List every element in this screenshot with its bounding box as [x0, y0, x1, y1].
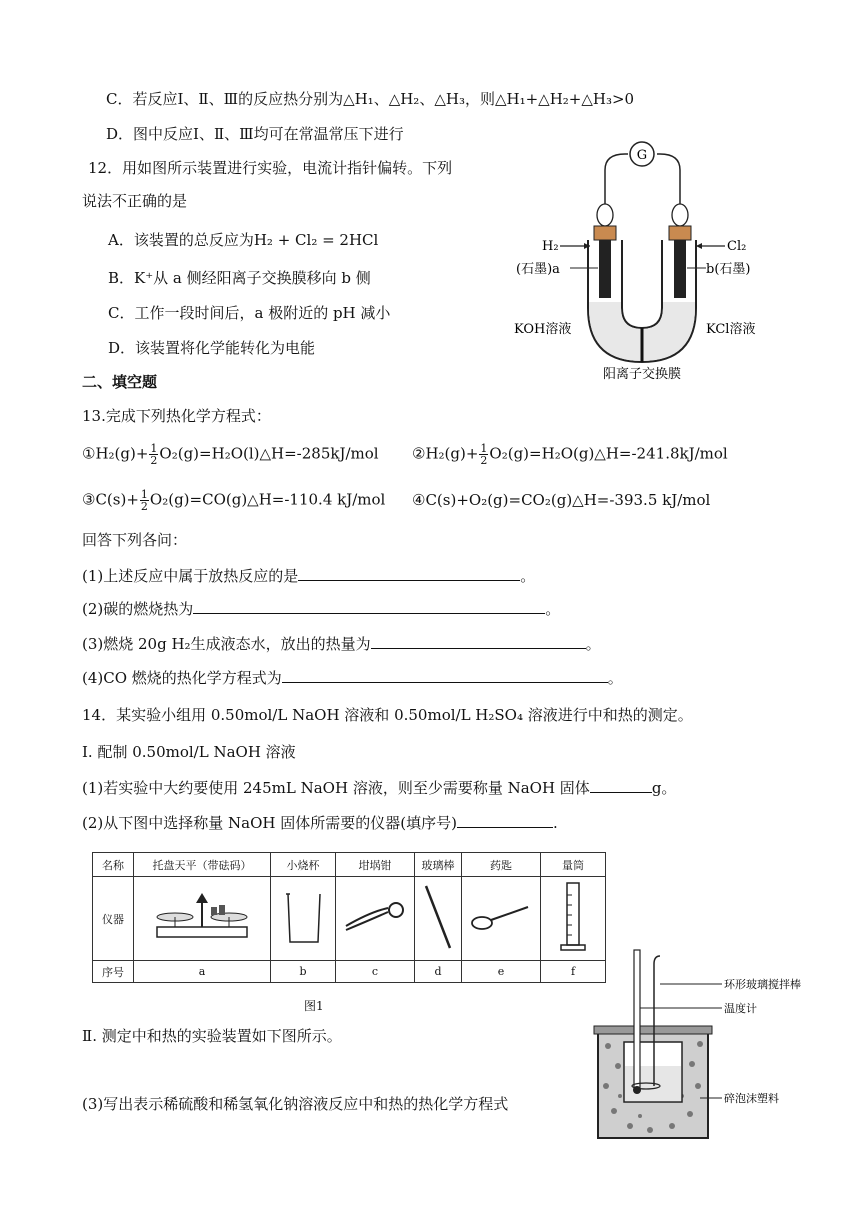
q13-part-1-text: (1)上述反应中属于放热反应的是: [82, 567, 299, 585]
eq2-part-b: O₂(g)=H₂O(g)△H=-241.8kJ/mol: [489, 444, 728, 463]
q14-part-1: [82, 776, 676, 798]
q13-equation-2: [412, 443, 728, 466]
instrument-table: [92, 852, 606, 983]
answer-blank[interactable]: [371, 632, 586, 649]
cl2-inlet-label: Cl₂: [727, 239, 747, 254]
q12-option-c: C．工作一段时间后，a 极附近的 pH 减小: [108, 304, 391, 322]
glass-rod-icon: [415, 877, 462, 961]
crucible-tongs-icon: [336, 877, 415, 961]
q11-option-c: C．若反应Ⅰ、Ⅱ、Ⅲ的反应热分别为△H₁、△H₂、△H₃，则△H₁+△H₂+△H₃>0: [106, 90, 635, 108]
stirrer-label: 环形玻璃搅拌棒: [724, 978, 801, 991]
period: 。: [520, 567, 536, 585]
fraction-one-half: $\frac{1}{2}$: [150, 442, 158, 467]
q13-part-4: [82, 666, 623, 688]
q13-equation-4: ④C(s)+O₂(g)=CO₂(g)△H=-393.5 kJ/mol: [412, 491, 711, 509]
q14-part-3: (3)写出表示稀硫酸和稀氢氧化钠溶液反应中和热的热化学方程式: [82, 1095, 509, 1113]
answer-blank[interactable]: [298, 564, 520, 581]
electrochemical-cell-diagram: [510, 140, 790, 380]
id-f: f: [541, 961, 606, 983]
beaker-icon: [271, 877, 336, 961]
q13-part-2-text: (2)碳的燃烧热为: [82, 600, 194, 618]
id-e: e: [462, 961, 541, 983]
eq1-part-b: O₂(g)=H₂O(l)△H=-285kJ/mol: [159, 444, 379, 463]
eq2-part-a: ②H₂(g)+: [412, 444, 479, 463]
kcl-solution-label: KCl溶液: [706, 322, 756, 337]
q14-part-1-text: (1)若实验中大约要使用 245mL NaOH 溶液，则至少需要称量 NaOH 固体: [82, 779, 590, 797]
id-b: b: [271, 961, 336, 983]
q12-option-b: B．K⁺从 a 侧经阳离子交换膜移向 b 侧: [108, 269, 371, 287]
fraction-one-half: $\frac{1}{2}$: [140, 488, 148, 513]
galvanometer-label: G: [636, 148, 648, 163]
q12-stem-line2: 说法不正确的是: [82, 192, 188, 210]
foam-label: 碎泡沫塑料: [724, 1092, 779, 1105]
q13-answer-intro: 回答下列各问：: [82, 531, 188, 549]
name-balance: 托盘天平（带砝码）: [134, 853, 271, 877]
id-d: d: [415, 961, 462, 983]
header-instrument: 仪器: [93, 877, 134, 961]
answer-blank[interactable]: [282, 666, 608, 683]
eq3-part-a: ③C(s)+: [82, 490, 139, 509]
calorimeter-diagram: [590, 946, 830, 1146]
balance-icon: [134, 877, 271, 961]
electrode-a-label: (石墨)a: [516, 262, 560, 277]
figure-caption: 图1: [304, 999, 324, 1013]
q13-part-3: [82, 632, 601, 654]
q13-part-1: [82, 564, 535, 586]
name-glass-rod: 玻璃棒: [415, 853, 462, 877]
section-heading: 二、填空题: [82, 373, 158, 391]
period: 。: [545, 600, 561, 618]
period: 。: [607, 669, 623, 687]
header-id: 序号: [93, 961, 134, 983]
q13-equation-3: [82, 489, 385, 512]
answer-blank[interactable]: [590, 776, 652, 793]
q13-part-4-text: (4)CO 燃烧的热化学方程式为: [82, 669, 282, 687]
h2-inlet-label: H₂: [542, 239, 559, 254]
q14-part-2: [82, 811, 558, 833]
fraction-one-half: $\frac{1}{2}$: [480, 442, 488, 467]
q14-stem: 14．某实验小组用 0.50mol/L NaOH 溶液和 0.50mol/L H₂SO₄ 溶液进行中和热的测定。: [82, 706, 693, 724]
q13-stem: 13.完成下列热化学方程式：: [82, 407, 271, 425]
q14-part-i: Ⅰ. 配制 0.50mol/L NaOH 溶液: [82, 743, 296, 761]
q13-part-2: [82, 597, 560, 619]
name-beaker: 小烧杯: [271, 853, 336, 877]
id-a: a: [134, 961, 271, 983]
thermometer-label: 温度计: [724, 1002, 757, 1015]
answer-blank[interactable]: [457, 811, 553, 828]
q14-part-2-text: (2)从下图中选择称量 NaOH 固体所需要的仪器(填序号): [82, 814, 457, 832]
q12-option-d: D．该装置将化学能转化为电能: [108, 339, 316, 357]
q11-option-d: D．图中反应Ⅰ、Ⅱ、Ⅲ均可在常温常压下进行: [106, 125, 404, 143]
q12-stem-line1: 12．用如图所示装置进行实验，电流计指针偏转。下列: [88, 159, 453, 177]
q14-part-ii: Ⅱ. 测定中和热的实验装置如下图所示。: [82, 1027, 342, 1045]
membrane-label: 阳离子交换膜: [602, 367, 682, 380]
q13-equation-1: [82, 443, 379, 466]
koh-solution-label: KOH溶液: [514, 322, 572, 337]
period: .: [552, 814, 558, 832]
q12-option-a-equation: H₂ + Cl₂ = 2HCl: [253, 231, 379, 249]
name-spatula: 药匙: [462, 853, 541, 877]
q12-option-a: [108, 230, 378, 250]
q12-option-a-label: A．该装置的总反应为: [108, 231, 254, 249]
q13-part-3-text: (3)燃烧 20g H₂生成液态水，放出的热量为: [82, 635, 371, 653]
electrode-b-label: b(石墨): [706, 262, 751, 277]
name-crucible-tongs: 坩埚钳: [336, 853, 415, 877]
eq3-part-b: O₂(g)=CO(g)△H=-110.4 kJ/mol: [149, 490, 386, 509]
id-c: c: [336, 961, 415, 983]
period: 。: [585, 635, 601, 653]
answer-blank[interactable]: [193, 597, 545, 614]
header-name: 名称: [93, 853, 134, 877]
unit-text: g。: [651, 779, 677, 797]
eq1-part-a: ①H₂(g)+: [82, 444, 149, 463]
name-graduated-cylinder: 量筒: [541, 853, 606, 877]
spatula-icon: [462, 877, 541, 961]
